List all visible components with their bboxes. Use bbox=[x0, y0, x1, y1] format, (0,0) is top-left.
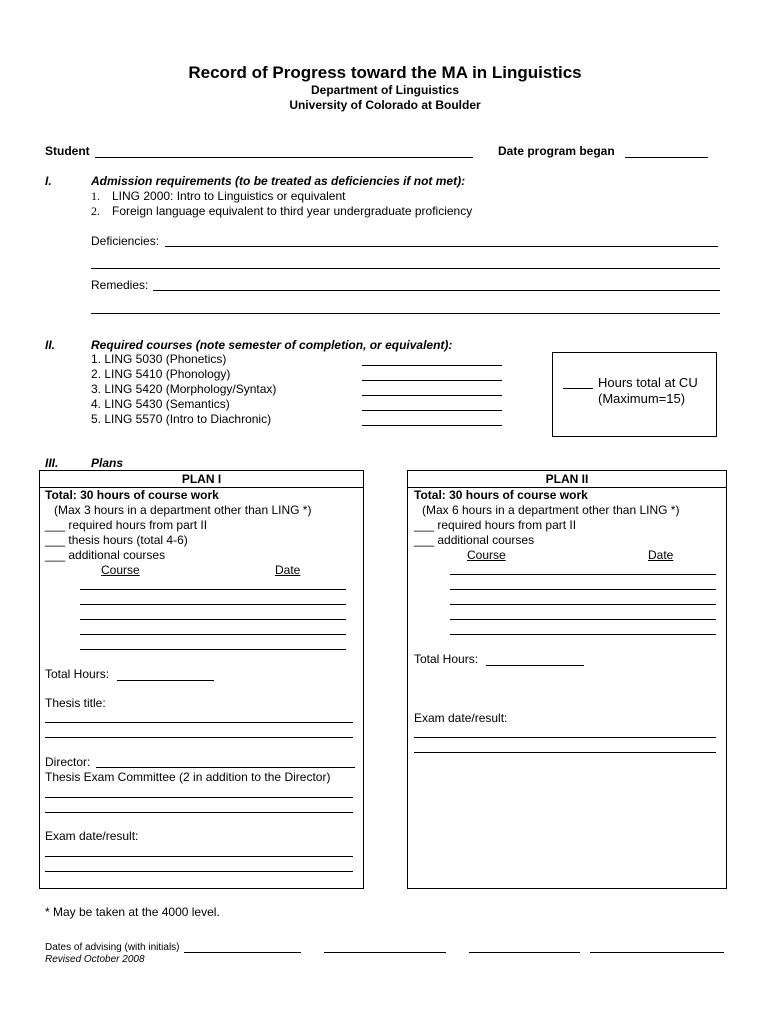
plan1-director-field[interactable] bbox=[96, 767, 355, 768]
page-title: Record of Progress toward the MA in Linguistics bbox=[188, 63, 582, 82]
plan1-thesis-title-field-2[interactable] bbox=[45, 737, 353, 738]
section1-item: Foreign language equivalent to third year undergraduate proficiency bbox=[112, 204, 473, 218]
plan2-required: ___ required hours from part II bbox=[414, 518, 577, 532]
course-item: 1. LING 5030 (Phonetics) bbox=[91, 352, 227, 366]
course-semester-field[interactable] bbox=[362, 395, 502, 396]
plan2-exam-field-2[interactable] bbox=[414, 752, 716, 753]
section2-heading: Required courses (note semester of completion, or equivalent): bbox=[91, 338, 453, 352]
deficiencies-field-2[interactable] bbox=[91, 268, 720, 269]
plan2-exam-field[interactable] bbox=[414, 737, 716, 738]
plan2-total-hours-field[interactable] bbox=[486, 665, 584, 666]
deficiencies-field[interactable] bbox=[165, 246, 718, 247]
advising-date-field[interactable] bbox=[469, 952, 580, 953]
plan2-date-header: Date bbox=[648, 548, 674, 562]
plan1-exam-label: Exam date/result: bbox=[45, 829, 139, 843]
plan2-course-line[interactable] bbox=[450, 604, 716, 605]
student-label: Student bbox=[45, 144, 90, 158]
advising-date-field[interactable] bbox=[184, 952, 301, 953]
course-item: 2. LING 5410 (Phonology) bbox=[91, 367, 231, 381]
section3-heading: Plans bbox=[91, 456, 124, 470]
department-name: Department of Linguistics bbox=[310, 83, 459, 97]
hours-maximum-label: (Maximum=15) bbox=[598, 391, 686, 406]
revised-date: Revised October 2008 bbox=[45, 954, 145, 965]
footnote: * May be taken at the 4000 level. bbox=[45, 905, 220, 919]
plan1-total-hours-field[interactable] bbox=[117, 680, 214, 681]
plan1-max: (Max 3 hours in a department other than LING *) bbox=[54, 503, 312, 517]
advising-date-field[interactable] bbox=[590, 952, 724, 953]
plan1-date-header: Date bbox=[275, 563, 301, 577]
deficiencies-label: Deficiencies: bbox=[91, 234, 160, 248]
plan1-thesis-title-field[interactable] bbox=[45, 722, 353, 723]
plan2-additional: ___ additional courses bbox=[414, 533, 535, 547]
plan2-title: PLAN II bbox=[545, 472, 589, 486]
course-item: 3. LING 5420 (Morphology/Syntax) bbox=[91, 382, 277, 396]
section1-item-num: 2. bbox=[91, 204, 100, 218]
plan1-committee-field-2[interactable] bbox=[45, 812, 353, 813]
course-semester-field[interactable] bbox=[362, 425, 502, 426]
section2-numeral: II. bbox=[45, 338, 56, 352]
remedies-label: Remedies: bbox=[91, 278, 149, 292]
hours-total-label: Hours total at CU bbox=[598, 375, 698, 390]
plan1-course-line[interactable] bbox=[80, 604, 346, 605]
section3-numeral: III. bbox=[45, 456, 59, 470]
plan1-total: Total: 30 hours of course work bbox=[45, 488, 219, 502]
plan1-course-line[interactable] bbox=[80, 649, 346, 650]
hours-total-field[interactable] bbox=[563, 388, 593, 389]
plan1-course-line[interactable] bbox=[80, 589, 346, 590]
plan1-course-line[interactable] bbox=[80, 619, 346, 620]
date-began-field[interactable] bbox=[625, 157, 708, 158]
plan1-title: PLAN I bbox=[181, 472, 222, 486]
plan1-required: ___ required hours from part II bbox=[45, 518, 208, 532]
advising-date-field[interactable] bbox=[324, 952, 446, 953]
plan1-exam-field[interactable] bbox=[45, 856, 353, 857]
date-began-label: Date program began bbox=[498, 144, 615, 158]
plan1-course-header: Course bbox=[101, 563, 140, 577]
advising-label: Dates of advising (with initials) bbox=[45, 942, 180, 953]
plan1-course-line[interactable] bbox=[80, 634, 346, 635]
plan1-committee-field[interactable] bbox=[45, 797, 353, 798]
plan1-thesis-title-label: Thesis title: bbox=[45, 696, 106, 710]
plan2-total: Total: 30 hours of course work bbox=[414, 488, 588, 502]
plan1-exam-field-2[interactable] bbox=[45, 871, 353, 872]
plan2-course-header: Course bbox=[467, 548, 506, 562]
plan2-course-line[interactable] bbox=[450, 574, 716, 575]
plan1-director-label: Director: bbox=[45, 755, 91, 769]
plan2-box bbox=[407, 470, 727, 889]
plan2-exam-label: Exam date/result: bbox=[414, 711, 508, 725]
plan2-course-line[interactable] bbox=[450, 619, 716, 620]
university-name: University of Colorado at Boulder bbox=[289, 98, 481, 112]
section1-item: LING 2000: Intro to Linguistics or equivalent bbox=[112, 189, 346, 203]
student-field[interactable] bbox=[95, 157, 473, 158]
course-semester-field[interactable] bbox=[362, 365, 502, 366]
course-semester-field[interactable] bbox=[362, 410, 502, 411]
section1-numeral: I. bbox=[45, 174, 52, 188]
course-item: 4. LING 5430 (Semantics) bbox=[91, 397, 230, 411]
section1-heading: Admission requirements (to be treated as deficiencies if not met): bbox=[91, 174, 466, 188]
section1-item-num: 1. bbox=[91, 189, 100, 203]
plan1-additional: ___ additional courses bbox=[45, 548, 166, 562]
plan1-total-hours-label: Total Hours: bbox=[45, 667, 110, 681]
course-semester-field[interactable] bbox=[362, 380, 502, 381]
plan1-thesis-hours: ___ thesis hours (total 4-6) bbox=[45, 533, 188, 547]
plan1-box bbox=[39, 470, 364, 889]
hours-total-box bbox=[552, 352, 717, 437]
course-item: 5. LING 5570 (Intro to Diachronic) bbox=[91, 412, 272, 426]
plan2-max: (Max 6 hours in a department other than LING *) bbox=[422, 503, 680, 517]
plan2-course-line[interactable] bbox=[450, 589, 716, 590]
plan2-course-line[interactable] bbox=[450, 634, 716, 635]
plan1-committee-label: Thesis Exam Committee (2 in addition to the Director) bbox=[45, 770, 331, 784]
plan2-total-hours-label: Total Hours: bbox=[414, 652, 479, 666]
remedies-field-2[interactable] bbox=[91, 313, 720, 314]
remedies-field[interactable] bbox=[153, 290, 720, 291]
